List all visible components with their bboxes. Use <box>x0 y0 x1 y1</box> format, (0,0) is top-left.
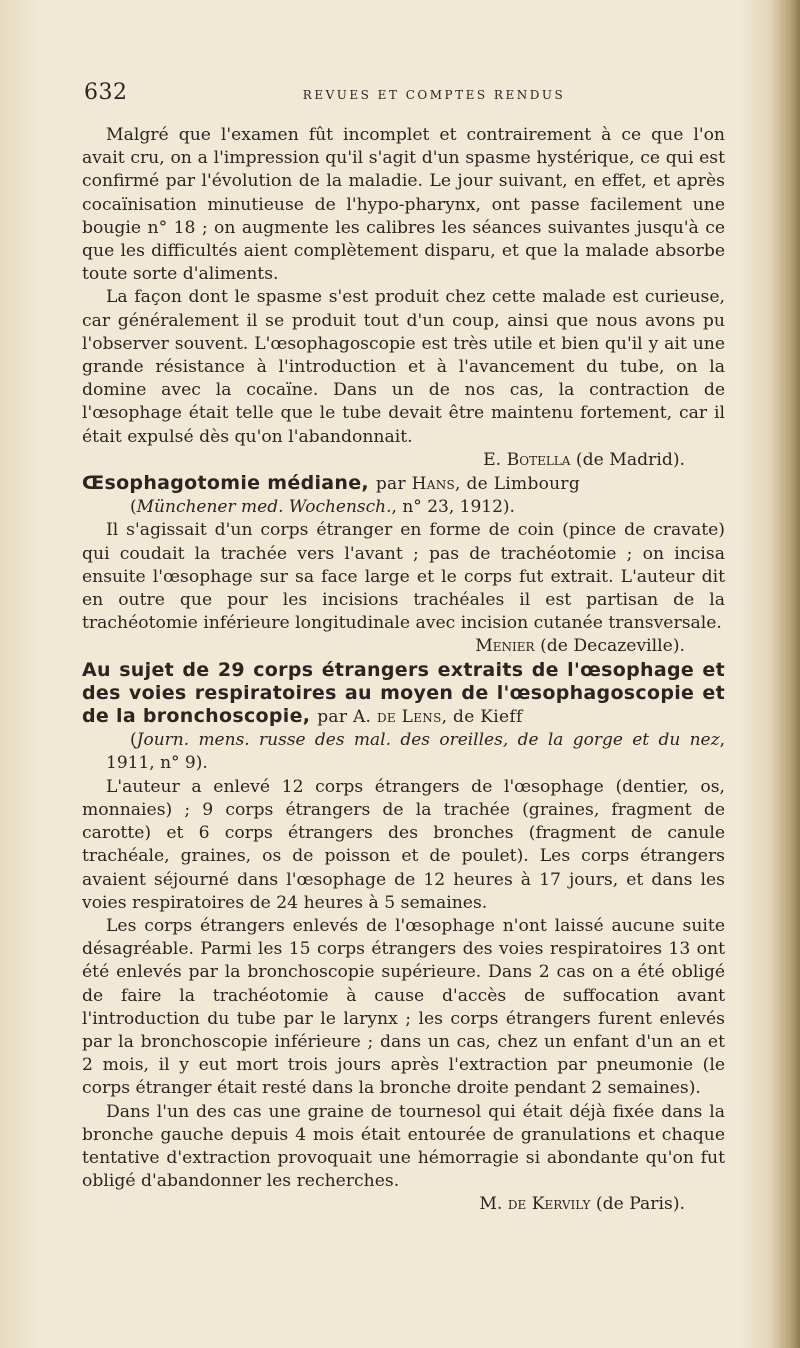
author-place: , de Kieff <box>441 707 523 728</box>
author-place: , de Limbourg <box>455 474 581 495</box>
article-heading <box>82 472 725 496</box>
paragraph: La façon dont le spasme s'est produit chez cette malade est curieuse, car généralement il se produit tout d'un coup, ainsi que nous avons pu l'observer souvent. L'œsophagoscopie est très utile et bien qu'il y ait une grande résistance à l'introduction et à l'avancement du tube, on la domine avec la cocaïne. Dans un de nos cas, la contraction de l'œsophage était telle que le tube devait être maintenu fortement, car il était expulsé dès qu'on l'abandonnait. <box>82 287 725 447</box>
article-reference <box>82 496 725 519</box>
author-name: Hans <box>411 474 456 495</box>
page-body <box>82 124 725 1217</box>
byline-prefix: par <box>375 474 406 495</box>
running-head: REVUES ET COMPTES RENDUS <box>302 88 566 102</box>
signature-place: (de Decazeville). <box>540 636 685 657</box>
page-header <box>84 80 724 116</box>
paragraph: Les corps étrangers enlevés de l'œsophage n'ont laissé aucune suite désagréable. Parmi les 15 corps étrangers des voies respiratoires 13 ont été enlevés par la bronchoscopie supérieure. Dans 2 cas on a été obligé de faire la trachéotomie à cause d'accès de suffocation avant l'introduction du tube par le larynx ; les corps étrangers furent enlevés par la bronchoscopie inférieure ; dans un cas, chez un enfant d'un an et 2 mois, il y eut mort trois jours après l'extraction par pneumonie (le corps étranger était resté dans la bronche droite pendant 2 semaines). <box>82 915 725 1099</box>
signature <box>82 635 725 658</box>
reference-open: ( <box>130 730 137 751</box>
signature-name: Botella <box>506 449 571 470</box>
signature-name: de Kervily <box>507 1194 591 1215</box>
signature-initial: M. <box>479 1194 503 1215</box>
article-heading <box>82 659 725 730</box>
reference-journal: Münchener med. Wochensch. <box>136 497 392 518</box>
paragraph: L'auteur a enlevé 12 corps étrangers de l'œsophage (dentier, os, monnaies) ; 9 corps étrangers de la trachée (graines, fragment de carotte) et 6 corps étrangers des bronches (fragment de canule trachéale, graines, os de poisson et de poulet). Les corps étrangers avaient séjourné dans l'œsophage de 12 heures à 17 jours, et dans les voies respiratoires de 24 heures à 5 semaines. <box>82 776 725 913</box>
paragraph: Il s'agissait d'un corps étranger en forme de coin (pince de cravate) qui coudait la trachée vers l'avant ; pas de trachéotomie ; on incisa ensuite l'œsophage sur sa face large et le corps fut extrait. L'auteur dit en outre que pour les incisions trachéales il est partisan de la trachéotomie inférieure longitudinale avec incision cutanée transversale. <box>82 520 725 634</box>
page-number: 632 <box>84 80 128 105</box>
paragraph: Malgré que l'examen fût incomplet et contrairement à ce que l'on avait cru, on a l'impression qu'il s'agit d'un spasme hystérique, ce qui est confirmé par l'évolution de la maladie. Le jour suivant, en effet, et après cocaïnisation minutieuse de l'hypo-pharynx, ont passe facilement une bougie n° 18 ; on augmente les calibres les séances suivantes jusqu'à ce que les difficultés aient complètement disparu, et que la malade absorbe toute sorte d'aliments. <box>82 125 725 285</box>
author-name: de Lens <box>376 707 442 728</box>
reference-open: ( <box>130 497 137 518</box>
signature-place: (de Paris). <box>595 1194 685 1215</box>
byline-prefix: par A. <box>317 707 372 728</box>
article-byline <box>317 707 522 727</box>
signature <box>82 1193 725 1216</box>
paragraph: Dans l'un des cas une graine de tournesol qui était déjà fixée dans la bronche gauche depuis 4 mois était entourée de granulations et chaque tentative d'extraction provoquait une hémorragie si abondante qu'on fut obligé d'abandonner les recherches. <box>82 1101 725 1192</box>
signature-name: Menier <box>475 636 535 657</box>
signature-place: (de Madrid). <box>575 449 685 470</box>
article-title: Œsophagotomie médiane, <box>82 472 369 495</box>
article-reference <box>82 729 725 775</box>
reference-details: , 1911, n° 9). <box>106 730 725 774</box>
article-byline <box>376 474 580 494</box>
signature <box>82 449 725 472</box>
signature-initial: E. <box>483 449 502 470</box>
article-title: Au sujet de 29 corps étrangers extraits de l'œsophage et des voies respiratoires au moyen de l'œsophagoscopie et de la bronchoscopie, <box>82 658 725 728</box>
reference-details: , n° 23, 1912). <box>391 497 515 518</box>
reference-journal: Journ. mens. russe des mal. des oreilles, de la gorge et du nez <box>136 730 720 751</box>
